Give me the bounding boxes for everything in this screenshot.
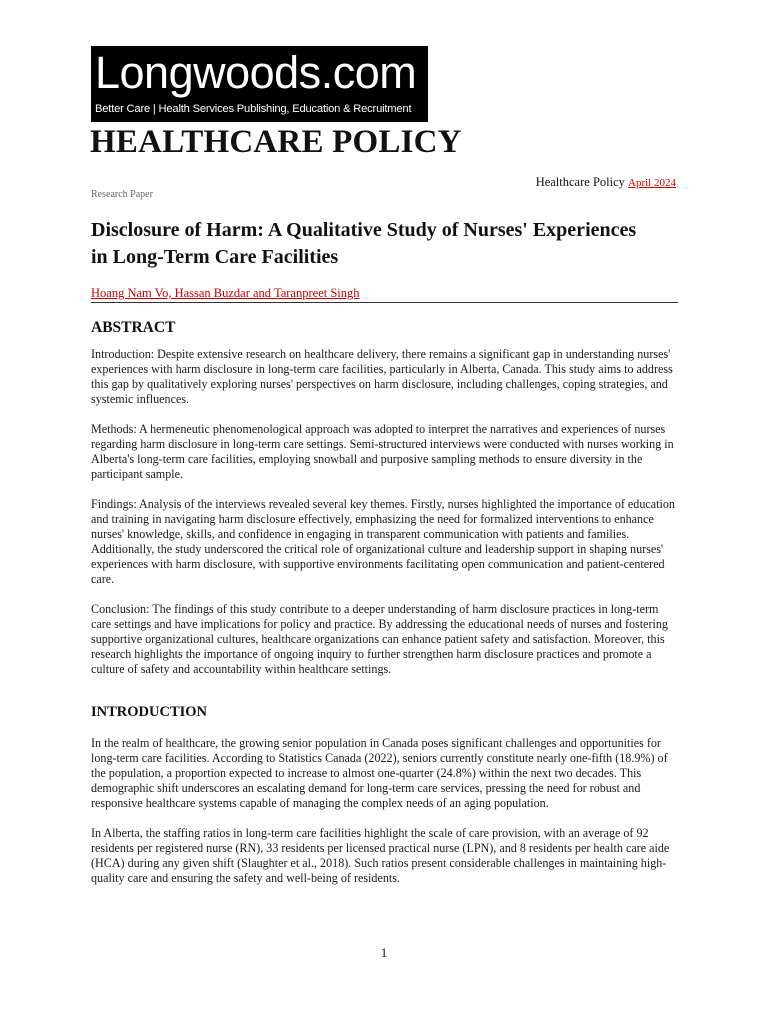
logo-wordmark xyxy=(95,48,424,98)
introduction-section xyxy=(91,702,678,886)
abstract-section xyxy=(91,318,678,677)
abstract-introduction-paragraph: Introduction: Despite extensive research on healthcare delivery, there remains a significant gap in understanding nurses' experiences with harm disclosure in long-term care facilities, particularly in Alberta, Canada. This study aims to address this gap by qualitatively exploring nurses' perspectives on harm disclosure, including challenges, coping strategies, and systemic influences. xyxy=(91,347,673,406)
paper-title: Disclosure of Harm: A Qualitative Study of Nurses' Experiences in Long-Term Care Facilities xyxy=(91,219,637,268)
abstract-methods-paragraph: Methods: A hermeneutic phenomenological approach was adopted to interpret the narratives and experiences of nurses regarding harm disclosure in long-term care settings. Semi-structured interviews were conducted with nurses working in Alberta's long-term care facilities, employing snowball and purposive sampling methods to ensure diversity in the participant sample. xyxy=(91,422,674,481)
logo-name: Longwoods xyxy=(95,47,321,98)
authors-link[interactable]: Hoang Nam Vo, Hassan Buzdar and Taranpreet Singh xyxy=(91,286,360,300)
journal-title: HEALTHCARE POLICY xyxy=(90,124,462,160)
abstract-heading: ABSTRACT xyxy=(91,319,176,336)
abstract-findings-paragraph: Findings: Analysis of the interviews revealed several key themes. Firstly, nurses highlighted the importance of education and training in navigating harm disclosure effectively, emphasizing the need for formalized interventions to enhance nurses' knowledge, skills, and confidence in engaging in transparent communication with patients and families. Additionally, the study underscored the critical role of organizational culture and leadership support in shaping nurses' experiences with harm disclosure, with supportive environments facilitating open communication and patient-centered care. xyxy=(91,497,675,586)
abstract-conclusion-paragraph: Conclusion: The findings of this study contribute to a deeper understanding of harm disclosure practices in long-term care settings and have implications for policy and practice. By addressing the educational needs of nurses and fostering supportive organizational cultures, healthcare organizations can enhance patient safety and satisfaction. Moreover, this research highlights the importance of ongoing inquiry to further strengthen harm disclosure practices and promote a culture of safety and accountability within healthcare settings. xyxy=(91,602,668,676)
introduction-paragraph-2: In Alberta, the staffing ratios in long-term care facilities highlight the scale of care provision, with an average of 92 residents per registered nurse (RN), 33 residents per licensed practical nurse (LPN), and 8 residents per health care aide (HCA) during any given shift (Slaughter et al., 2018). Such ratios present considerable challenges in maintaining high-quality care and ensuring the safety and well-being of residents. xyxy=(91,826,670,885)
introduction-paragraph-1: In the realm of healthcare, the growing senior population in Canada poses significant challenges and opportunities for long-term care facilities. According to Statistics Canada (2022), seniors currently constitute nearly one-fifth (18.9%) of the population, a proportion expected to increase to almost one-quarter (24.8%) within the next two decades. This demographic shift underscores an escalating demand for long-term care services, pressing the need for robust and responsive healthcare systems capable of managing the complex needs of an aging population. xyxy=(91,736,668,810)
issue-prefix: Healthcare Policy xyxy=(535,175,625,189)
issue-date-link[interactable]: April 2024 xyxy=(628,177,676,189)
introduction-heading: INTRODUCTION xyxy=(91,704,208,720)
logo-tld: .com xyxy=(320,47,417,98)
issue-line xyxy=(536,174,676,191)
page-number: 1 xyxy=(380,945,388,960)
longwoods-logo[interactable] xyxy=(91,46,428,122)
logo-tagline: Better Care | Health Services Publishing, Education & Recruitment xyxy=(95,103,412,115)
paper-type: Research Paper xyxy=(91,189,153,200)
author-list xyxy=(91,285,678,303)
